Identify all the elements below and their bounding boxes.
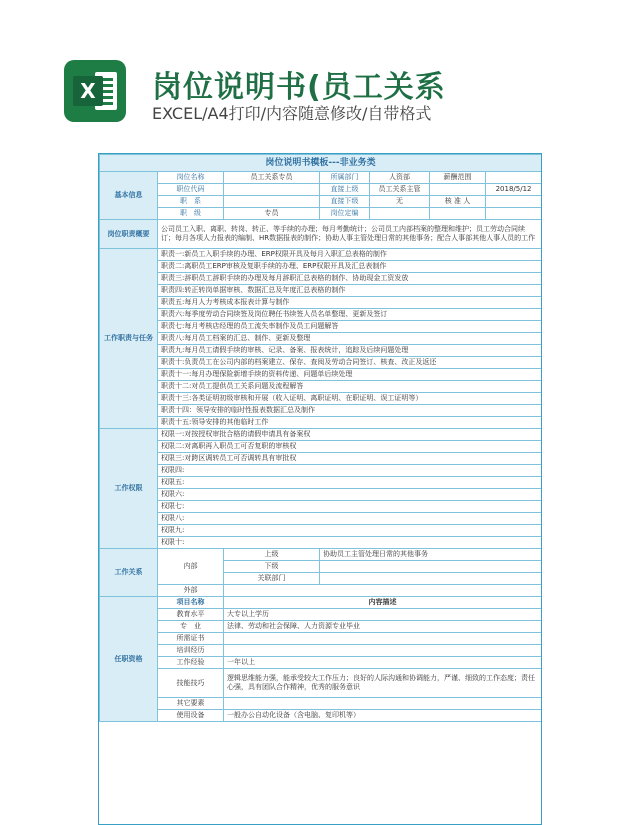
qual-key: 专 业	[158, 621, 224, 633]
cell	[224, 196, 320, 208]
cell	[430, 208, 486, 220]
duty-item: 职责五:每月人力考核成本报表计算与制作	[158, 297, 542, 309]
authority-item: 权限二:对离职再入职员工可否复职的审核权	[158, 441, 542, 453]
authority-item: 权限七:	[158, 501, 542, 513]
cell	[486, 172, 542, 184]
qual-value	[224, 645, 542, 657]
qual-key: 使用设备	[158, 710, 224, 722]
relation-key: 关联部门	[224, 573, 320, 585]
relation-value: 协助员工主管处理日常的其他事务	[320, 549, 542, 561]
cell	[370, 208, 430, 220]
duties-label: 工作职责与任务	[100, 249, 158, 429]
duty-item: 职责八:每月员工档案的汇总、制作、更新及整理	[158, 333, 542, 345]
cell: 直接上级	[320, 184, 370, 196]
excel-logo-icon: X	[64, 60, 126, 122]
relation-value	[224, 585, 542, 597]
banner	[0, 0, 640, 150]
qual-key: 教育水平	[158, 609, 224, 621]
relation-key: 上级	[224, 549, 320, 561]
qual-value: 一般办公自动化设备（含电脑、复印机等）	[224, 710, 542, 722]
authority-item: 权限一:对按授权审批合格的请假申请具有备案权	[158, 429, 542, 441]
cell: 所属部门	[320, 172, 370, 184]
cell: 职 系	[158, 196, 224, 208]
relations-label: 工作关系	[100, 549, 158, 597]
duty-item: 职责十四：领导安排的临时性报表数据汇总及制作	[158, 405, 542, 417]
qual-key: 技能技巧	[158, 669, 224, 698]
qual-key: 培训经历	[158, 645, 224, 657]
cell: 人资部	[370, 172, 430, 184]
authority-label: 工作权限	[100, 429, 158, 549]
cell: 专员	[224, 208, 320, 220]
qual-value: 大专以上学历	[224, 609, 542, 621]
authority-item: 权限四:	[158, 465, 542, 477]
qual-key: 其它要素	[158, 698, 224, 710]
qual-head-item: 项目名称	[158, 597, 224, 609]
duty-item: 职责一:新员工入职手续的办理、ERP权限开具及每月入职汇总表格的制作	[158, 249, 542, 261]
cell	[486, 196, 542, 208]
cell: 岗位名称	[158, 172, 224, 184]
duty-item: 职责十五:领导安排的其他临时工作	[158, 417, 542, 429]
qual-key: 所需证书	[158, 633, 224, 645]
duty-item: 职责七:每月考核店经理的员工流失率制作及员工问题解答	[158, 321, 542, 333]
qual-value	[224, 698, 542, 710]
cell: 无	[370, 196, 430, 208]
qualification-label: 任职资格	[100, 597, 158, 722]
authority-item: 权限八:	[158, 513, 542, 525]
qual-key: 工作经验	[158, 657, 224, 669]
authority-item: 权限三:对跨区调转员工可否调转具有审批权	[158, 453, 542, 465]
authority-item: 权限五:	[158, 477, 542, 489]
cell: 职 级	[158, 208, 224, 220]
authority-item: 权限十:	[158, 537, 542, 549]
qual-value	[224, 633, 542, 645]
cell: 职位代码	[158, 184, 224, 196]
qual-value: 逻辑思维能力强，能承受较大工作压力；良好的人际沟通和协调能力，严谨、细致的工作态度；责任心强，具有团队合作精神，优秀的服务意识	[224, 669, 542, 698]
duty-item: 职责九:每月员工请假手续的审核、记录、备案、报表统计，追踪及后续问题处理	[158, 345, 542, 357]
cell: 直接下级	[320, 196, 370, 208]
duty-item: 职责六:每季度劳动合同续签及岗位聘任书续签人员名单整理、更新及签订	[158, 309, 542, 321]
job-description-table	[99, 154, 542, 722]
qual-head-desc: 内容描述	[224, 597, 542, 609]
qual-value: 法律、劳动和社会保障、人力资源专业毕业	[224, 621, 542, 633]
cell: 2018/5/12	[486, 184, 542, 196]
duty-item: 职责十二:对员工提供员工关系问题及流程解答	[158, 381, 542, 393]
duty-item: 职责二:离职员工ERP审核及复职手续的办理、ERP权限开具及汇总表制作	[158, 261, 542, 273]
cell	[224, 184, 320, 196]
qual-value: 一年以上	[224, 657, 542, 669]
document-sheet	[98, 153, 542, 825]
cell	[430, 184, 486, 196]
authority-item: 权限六:	[158, 489, 542, 501]
duty-item: 职责四:转正转岗单据审核、数据汇总及年度汇总表格的制作	[158, 285, 542, 297]
cell: 岗位定编	[320, 208, 370, 220]
duty-item: 职责十:负责员工在公司内部的档案建立、保存、查阅及劳动合同签订、核查、改正及返还	[158, 357, 542, 369]
authority-item: 权限九:	[158, 525, 542, 537]
relation-value	[320, 561, 542, 573]
overview-text: 公司员工入职、离职、转岗、转正、等手续的办理；每月考勤统计；公司员工内部档案的整理和维护；员工劳动合同续订；每月各项人力报表的编制、HR数据报表的制作；协助人事主管处理日常的其他事务；配合人事部其他人事人员的工作	[158, 220, 542, 249]
overview-label: 岗位职责概要	[100, 220, 158, 249]
external-label: 外部	[158, 585, 224, 597]
doc-title: 岗位说明书模板---非业务类	[100, 155, 542, 172]
page-subtitle: EXCEL/A4打印/内容随意修改/自带格式	[152, 104, 432, 123]
duty-item: 职责三:辞职员工辞职手续的办理及每月辞职汇总表格的制作、协助现金工资发放	[158, 273, 542, 285]
basic-info-label: 基本信息	[100, 172, 158, 220]
internal-label: 内部	[158, 549, 224, 585]
cell: 员工关系专员	[224, 172, 320, 184]
cell: 薪酬范围	[430, 172, 486, 184]
duty-item: 职责十三:各类证明初级审核和开展（收入证明、离职证明、在职证明、误工证明等）	[158, 393, 542, 405]
cell	[486, 208, 542, 220]
relation-value	[320, 573, 542, 585]
cell: 核 准 人	[430, 196, 486, 208]
duty-item: 职责十一:每月办理保险新增手续的资料传递、问题单后续处理	[158, 369, 542, 381]
page-title: 岗位说明书(员工关系	[152, 70, 446, 105]
relation-key: 下级	[224, 561, 320, 573]
cell: 员工关系主管	[370, 184, 430, 196]
